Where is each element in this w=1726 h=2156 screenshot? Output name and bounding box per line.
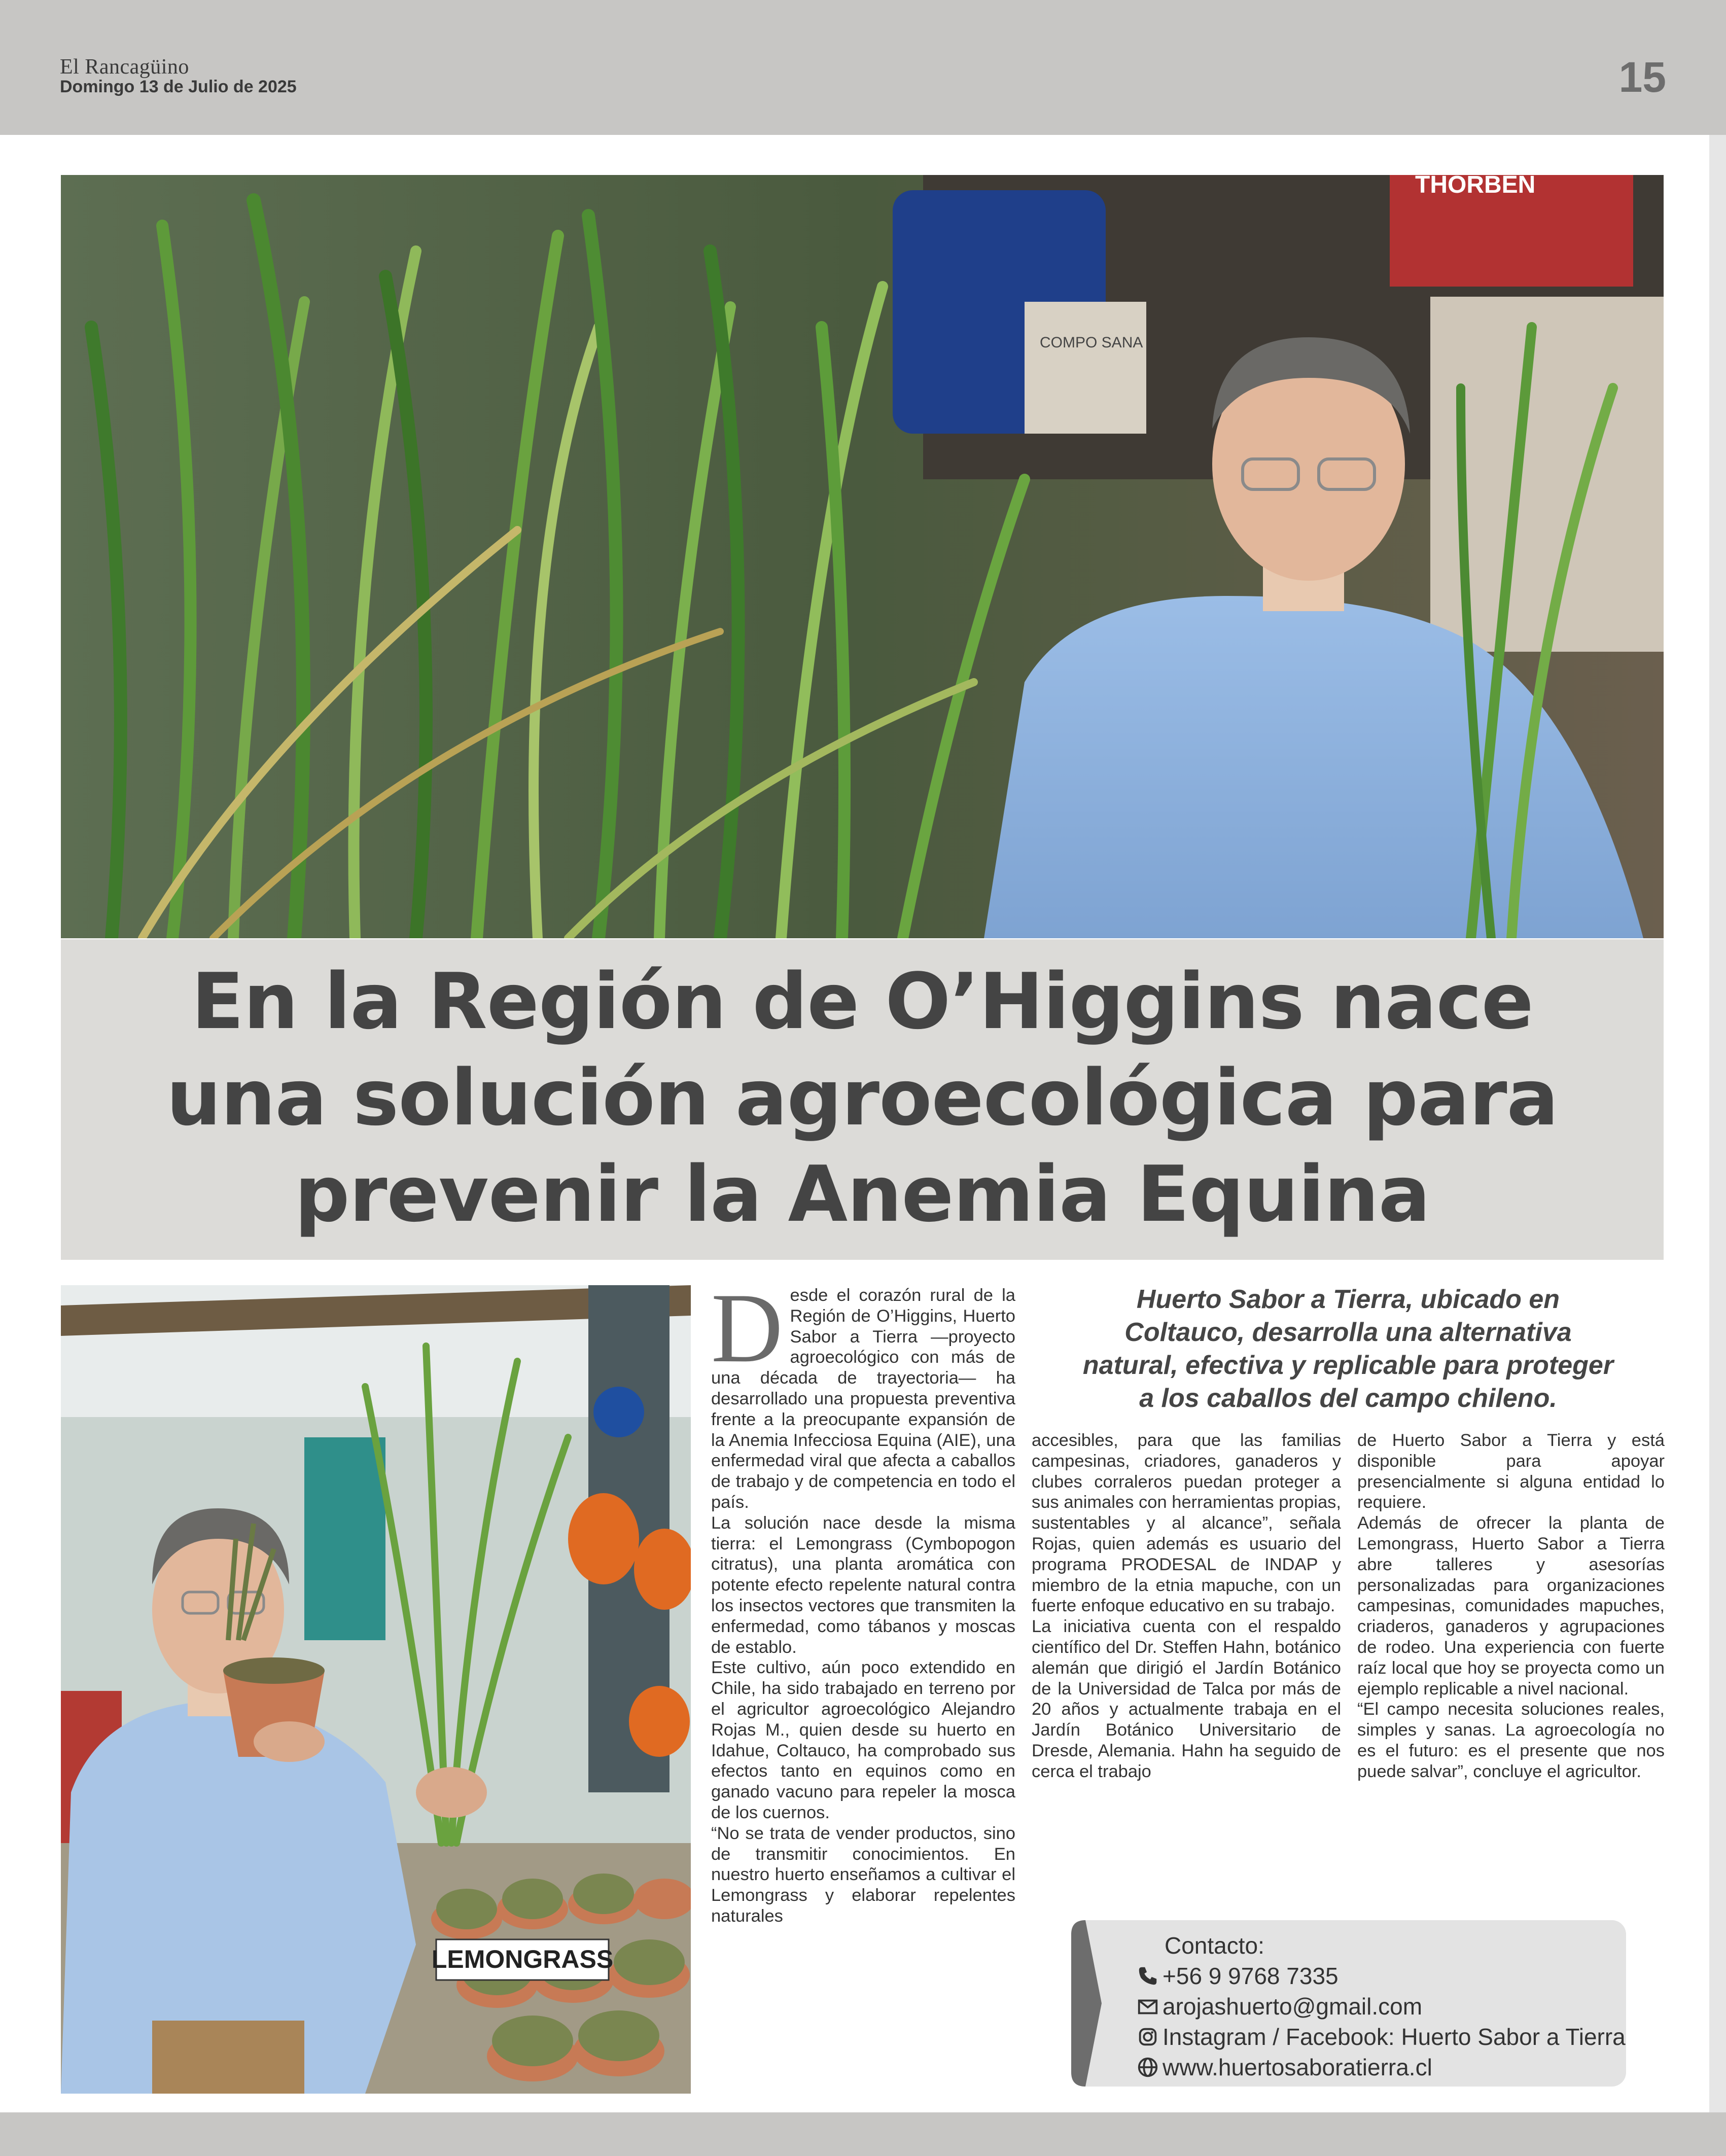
- col3-paragraph-3: “El campo necesita soluciones reales, simples y sanas. La agroecología no es el futuro: es el presente que nos puede salvar”, concluye el agricultor.: [1357, 1700, 1665, 1781]
- contact-phone-row: [1136, 1961, 1626, 1991]
- secondary-photo: [61, 1285, 691, 2094]
- article-deck: [1032, 1283, 1665, 1415]
- page-header: [0, 0, 1726, 135]
- col2-paragraph-2: La iniciativa cuenta con el respaldo científico del Dr. Steffen Hahn, botánico alemán que dirigió el Jardín Botánico de la Universidad de Talca por más de 20 años y actualmente trabaja en el Jardín Botánico Universitario de Dresde, Alemania. Hahn ha seguido de cerca el trabajo: [1032, 1617, 1341, 1781]
- contact-title: Contacto:: [1165, 1932, 1264, 1959]
- contact-social[interactable]: Instagram / Facebook: Huerto Sabor a Tierra: [1163, 2024, 1626, 2050]
- page-footer-band: [0, 2112, 1726, 2156]
- lemongrass-label: LEMONGRASS: [431, 1945, 614, 1973]
- headline-line-2: una solución agroecológica para: [166, 1053, 1559, 1143]
- col1-paragraph-3: Este cultivo, aún poco extendido en Chile, ha sido trabajado en terreno por el agricultor agroecológico Alejandro Rojas M., quien desde su huerto en Idahue, Coltauco, ha comprobado sus efectos tanto en equinos como en ganado vacuno para repeler la mosca de los cuernos.: [711, 1658, 1015, 1822]
- body-column-3: [1357, 1430, 1665, 1782]
- phone-icon: [1136, 1964, 1159, 1988]
- col2-paragraph-1: accesibles, para que las familias campesinas, criadores, ganaderos y clubes corraleros puedan proteger a sus animales con herramientas propias, sustentables y al alcance”, señala Rojas, quien además es usuario del programa PRODESAL de INDAP y miembro de la etnia mapuche, con un fuerte enfoque educativo en su trabajo.: [1032, 1431, 1341, 1616]
- headline-line-3: prevenir la Anemia Equina: [294, 1149, 1430, 1239]
- secondary-photo-illustration: [61, 1285, 691, 2094]
- hero-bag-text: COMPO SANA: [1040, 334, 1143, 351]
- deck-line-2: Coltauco, desarrolla una alternativa: [1124, 1318, 1572, 1347]
- mail-icon: [1136, 1995, 1159, 2018]
- contact-web-row: [1136, 2052, 1626, 2082]
- contact-website[interactable]: www.huertosaboratierra.cl: [1163, 2054, 1432, 2080]
- publication-name: El Rancagüino: [60, 55, 189, 79]
- contact-social-row: [1136, 2022, 1626, 2052]
- drop-cap: D: [711, 1273, 783, 1383]
- instagram-icon: [1136, 2025, 1159, 2048]
- page-number: 15: [1618, 53, 1666, 101]
- contact-phone[interactable]: +56 9 9768 7335: [1163, 1963, 1338, 1989]
- deck-line-1: Huerto Sabor a Tierra, ubicado en: [1136, 1285, 1560, 1314]
- hero-photo: [61, 175, 1664, 938]
- deck-line-3: natural, efectiva y replicable para proteger: [1082, 1351, 1614, 1380]
- hero-sign-text: THORBEN: [1415, 175, 1536, 198]
- globe-icon: [1136, 2056, 1159, 2079]
- headline-line-1: En la Región de O’Higgins nace: [191, 957, 1533, 1046]
- col1-paragraph-1: esde el corazón rural de la Región de O’Higgins, Huerto Sabor a Tierra —proyecto agroecológico con más de una década de trayectoria— ha desarrollado una propuesta preventiva frente a la preocupante expansión de la Anemia Infecciosa Equina (AIE), una enfermedad viral que afecta a caballos de trabajo y de competencia en todo el país.: [711, 1286, 1015, 1512]
- contact-email-row: [1136, 1991, 1626, 2022]
- col1-paragraph-2: La solución nace desde la misma tierra: el Lemongrass (Cymbopogon citratus), una planta aromática con potente efecto repelente natural contra los insectos vectores que transmiten la enfermedad, como tábanos y moscas de establo.: [711, 1513, 1015, 1657]
- publication-date: Domingo 13 de Julio de 2025: [60, 77, 297, 96]
- page-edge: [1709, 135, 1726, 2156]
- col3-paragraph-1: de Huerto Sabor a Tierra y está disponible para apoyar presencialmente si alguna entidad lo requiere.: [1357, 1431, 1665, 1512]
- contact-info: [1136, 1930, 1626, 2082]
- body-column-2: [1032, 1430, 1341, 1782]
- deck-line-4: a los caballos del campo chileno.: [1139, 1384, 1557, 1413]
- contact-arrow-decoration: [1071, 1920, 1102, 2087]
- body-column-1: [711, 1273, 1015, 1927]
- contact-email[interactable]: arojashuerto@gmail.com: [1163, 1993, 1423, 2020]
- col3-paragraph-2: Además de ofrecer la planta de Lemongrass, Huerto Sabor a Tierra abre talleres y asesorías personalizadas para organizaciones campesinas, comunidades mapuches, criaderos, ganaderos y agrupaciones de rodeo. Una experiencia con fuerte raíz local que hoy se proyecta como un ejemplo replicable a nivel nacional.: [1357, 1513, 1665, 1699]
- col1-paragraph-4: “No se trata de vender productos, sino de transmitir conocimientos. En nuestro huerto enseñamos a cultivar el Lemongrass y elaborar repelentes naturales: [711, 1823, 1015, 1926]
- article-headline: [61, 953, 1664, 1243]
- hero-photo-illustration: [61, 175, 1664, 938]
